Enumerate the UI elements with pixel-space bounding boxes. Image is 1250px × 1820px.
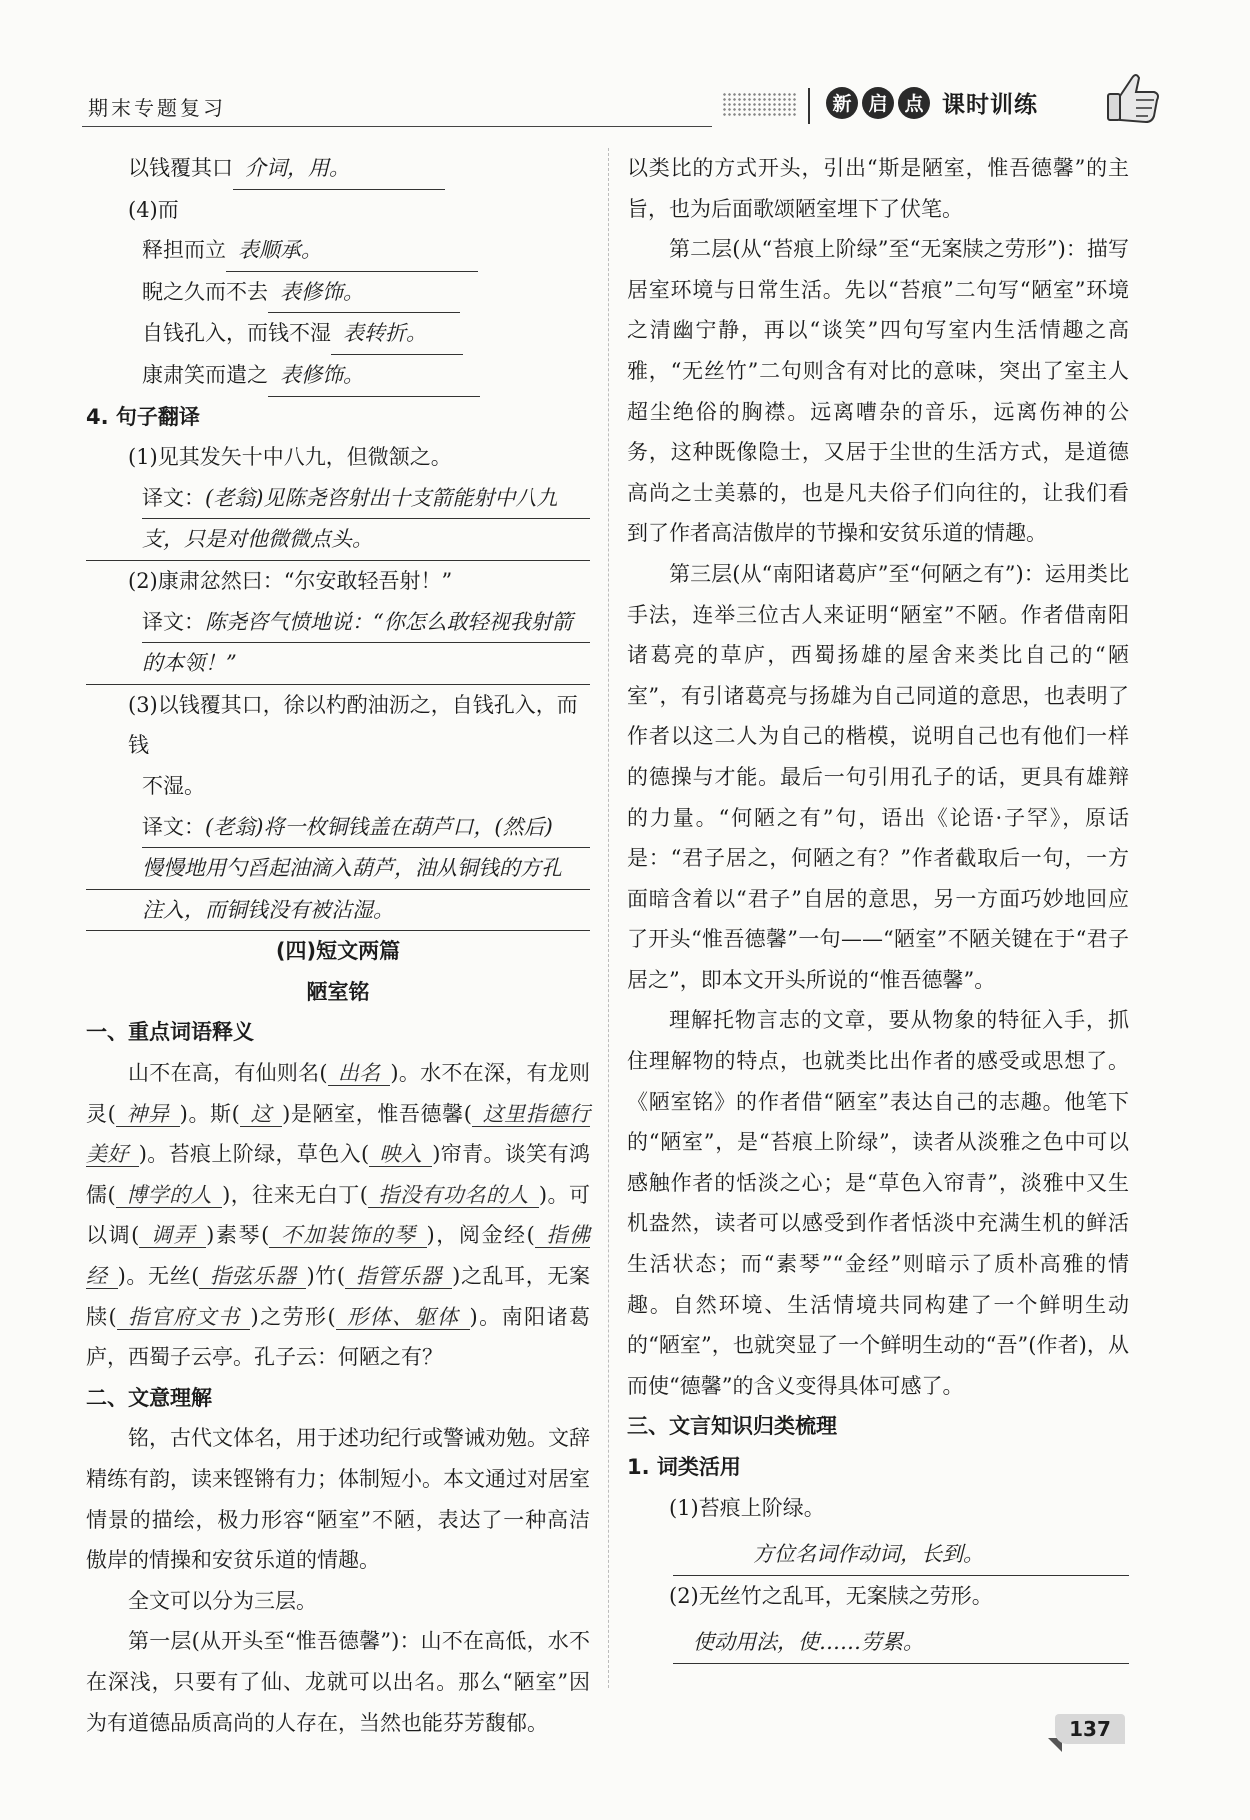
- text: )，往来无白丁(: [222, 1182, 368, 1207]
- er-item: [86, 148, 590, 190]
- er-item: [86, 355, 590, 397]
- header-dots-decoration: [722, 92, 798, 118]
- page-number: 137: [1055, 1714, 1125, 1744]
- answer: 表修饰。: [268, 272, 460, 314]
- paragraph: 铭，古代文体名，用于述功纪行或警诫劝勉。文辞精练有韵，读来铿锵有力；体制短小。本文通过对居室情景的描绘，极力形容“陋室”不陋，表达了一种高洁傲岸的情操和安贫乐道的情趣。: [86, 1426, 590, 1573]
- brand-char-3: 点: [898, 87, 930, 119]
- left-column: [86, 148, 590, 1743]
- question-4-title: 4. 句子翻译: [86, 404, 200, 429]
- answer: 神异: [116, 1102, 180, 1127]
- item-text: 以钱覆其口: [128, 156, 233, 180]
- paragraph: 全文可以分为三层。: [128, 1588, 317, 1613]
- piece-title: 陋室铭: [306, 979, 370, 1004]
- right-column: [627, 148, 1129, 1664]
- paragraph: 以类比的方式开头，引出“斯是陋室，惟吾德馨”的主旨，也为后面歌颂陋室埋下了伏笔。: [627, 156, 1129, 221]
- translate-question: (3)以钱覆其口，徐以杓酌油沥之，自钱孔入，而钱: [128, 692, 578, 758]
- answer: 介词，用。: [233, 148, 445, 190]
- heading-3: 三、文言知识归类梳理: [627, 1414, 837, 1439]
- er-item: [86, 230, 590, 272]
- answer: 不加装饰的琴: [269, 1223, 426, 1248]
- paragraph: 理解托物言志的文章，要从物象的特征入手，抓住理解物的特点，也就类比出作者的感受或思想了。《陋室铭》的作者借“陋室”表达自己的志趣。他笔下的“陋室”，是“苔痕上阶绿”，读者从淡雅之色中可以感触作者的恬淡之心；是“草色入帘青”，淡雅中又生机盎然，读者可以感受到作者恬淡中充满生机的鲜活生活状态；而“素琴”“金经”则暗示了质朴高雅的情趣。自然环境、生活情境共同构建了一个鲜明生动的“陋室”，也就突显了一个鲜明生动的“吾”(作者)，从而使“德馨”的含义变得具体可感了。: [627, 1008, 1129, 1398]
- answer: 出名: [328, 1061, 391, 1086]
- text: )。无丝(: [117, 1264, 200, 1289]
- translation-answer: [86, 602, 590, 685]
- er-item: [86, 313, 590, 355]
- text: )。苔痕上阶绿，草色入(: [138, 1142, 370, 1167]
- answer: 博学的人: [116, 1183, 222, 1208]
- text: )。南阳诸葛庐，西蜀子云亭。孔子云：何陋之有？: [86, 1304, 591, 1370]
- heading-1: 一、重点词语释义: [86, 1020, 254, 1045]
- label: 译文：: [142, 814, 205, 839]
- answer: 调弄: [139, 1223, 206, 1248]
- answer-line: 支，只是对他微微点头。: [86, 519, 590, 561]
- answer: 指管乐器: [345, 1264, 452, 1289]
- answer-line: (老翁)将一枚铜钱盖在葫芦口，(然后): [205, 814, 553, 839]
- paragraph: 第二层(从“苔痕上阶绿”至“无案牍之劳形”)：描写居室环境与日常生活。先以“苔痕”二句写“陋室”环境之清幽宁静，再以“谈笑”四句写室内生活情趣之高雅，“无丝竹”二句则含有对比的意味，突出了室主人超尘绝俗的胸襟。远离嘈杂的音乐，远离伤神的公务，这种既像隐士，又居于尘世的生活方式，是道德高尚之士美慕的，也是凡夫俗子们向往的，让我们看到了作者高洁傲岸的节操和安贫乐道的情趣。: [627, 237, 1129, 546]
- answer: 指弦乐器: [199, 1264, 306, 1289]
- item-heading: (4)而: [128, 197, 179, 222]
- section-title: (四)短文两篇: [275, 939, 401, 964]
- text: )是陋室，惟吾德馨(: [282, 1101, 472, 1126]
- answer: 指官府文书: [117, 1305, 251, 1330]
- translate-question: (1)见其发矢十中八九，但微颔之。: [128, 445, 452, 470]
- translate-question: (2)康肃忿然曰：“尔安敢轻吾射！”: [128, 568, 453, 593]
- er-item: [86, 272, 590, 314]
- item-text: 自钱孔入，而钱不湿: [142, 321, 331, 346]
- thumbs-up-icon: [1102, 66, 1164, 128]
- brand-char-2: 启: [862, 87, 894, 119]
- answer-line: 慢慢地用勺舀起油滴入葫芦，油从铜钱的方孔: [86, 848, 590, 890]
- answer: 表转折。: [331, 313, 463, 355]
- text: )之乱耳，无案牍(: [86, 1264, 590, 1329]
- text: )，阅金经(: [426, 1223, 535, 1248]
- text: )。可以调(: [86, 1182, 590, 1248]
- answer: 这里指德行美好: [86, 1101, 590, 1167]
- answer-line: 方位名词作动词，长到。: [673, 1534, 1129, 1576]
- text: )。水不在深，有龙则灵(: [86, 1061, 590, 1126]
- answer-line: 的本领！”: [86, 643, 590, 685]
- text: )素琴(: [206, 1223, 270, 1248]
- label: 译文：: [142, 609, 205, 634]
- section-header: 期末专题复习: [88, 96, 226, 120]
- answer: 映入: [369, 1142, 432, 1167]
- answer-line: 陈尧咨气愤地说：“你怎么敢轻视我射箭: [205, 609, 573, 634]
- question: (2)无丝竹之乱耳，无案牍之劳形。: [669, 1583, 993, 1608]
- brand-char-1: 新: [826, 87, 858, 119]
- answer: 这: [240, 1102, 282, 1127]
- header-divider: [808, 88, 810, 124]
- text: )帘青。谈笑有鸿儒(: [86, 1142, 591, 1207]
- answer: 指没有功名的人: [368, 1183, 539, 1208]
- text: 山不在高，有仙则名(: [128, 1061, 328, 1086]
- brand-suffix: 课时训练: [942, 92, 1038, 118]
- answer-line: 注入，而铜钱没有被沾湿。: [86, 890, 590, 932]
- item-text: 睨之久而不去: [142, 279, 268, 304]
- answer-line: 使动用法，使……劳累。: [673, 1622, 1129, 1664]
- paragraph: 第三层(从“南阳诸葛庐”至“何陋之有”)：运用类比手法，连举三位古人来证明“陋室”不陋。作者借南阳诸葛亮的草庐，西蜀扬雄的屋舍来类比自己的“陋室”，有引诸葛亮与扬雄为自己同道的意思，也表明了作者以这二人为自己的楷模，说明自己也有他们一样的德操与才能。最后一句引用孔子的话，更具有雄辩的力量。“何陋之有”句，语出《论语·子罕》，原话是：“君子居之，何陋之有？”作者截取后一句，一方面暗含着以“君子”自居的意思，另一方面巧妙地回应了开头“惟吾德馨”一句——“陋室”不陋关键在于“君子居之”，即本文开头所说的“惟吾德馨”。: [627, 561, 1129, 992]
- header-rule: [82, 126, 712, 127]
- answer: 表修饰。: [268, 355, 480, 397]
- answer: 表顺承。: [226, 230, 478, 272]
- item-text: 康肃笑而遣之: [142, 362, 268, 387]
- translation-answer: [86, 478, 590, 561]
- item-text: 释担而立: [142, 238, 226, 263]
- translate-question-cont: 不湿。: [142, 773, 205, 798]
- answer-line: (老翁)见陈尧咨射出十支箭能射中八九: [205, 485, 558, 510]
- text: )之劳形(: [250, 1304, 336, 1329]
- answer: 指佛经: [86, 1223, 591, 1289]
- paragraph: 第一层(从开头至“惟吾德馨”)：山不在高低，水不在深浅，只要有了仙、龙就可以出名。那么“陋室”因为有道德品质高尚的人存在，当然也能芬芳馥郁。: [86, 1629, 590, 1735]
- sub-heading: 1. 词类活用: [627, 1455, 741, 1479]
- text: )。斯(: [179, 1101, 240, 1126]
- column-divider: [608, 148, 609, 1688]
- brand-logo: [826, 86, 1038, 119]
- heading-2: 二、文意理解: [86, 1385, 212, 1410]
- label: 译文：: [142, 485, 205, 510]
- question: (1)苔痕上阶绿。: [669, 1495, 825, 1520]
- answer: 形体、躯体: [336, 1305, 470, 1330]
- gloss-paragraph: [86, 1053, 590, 1378]
- translation-answer: [86, 807, 590, 932]
- text: )竹(: [306, 1264, 346, 1289]
